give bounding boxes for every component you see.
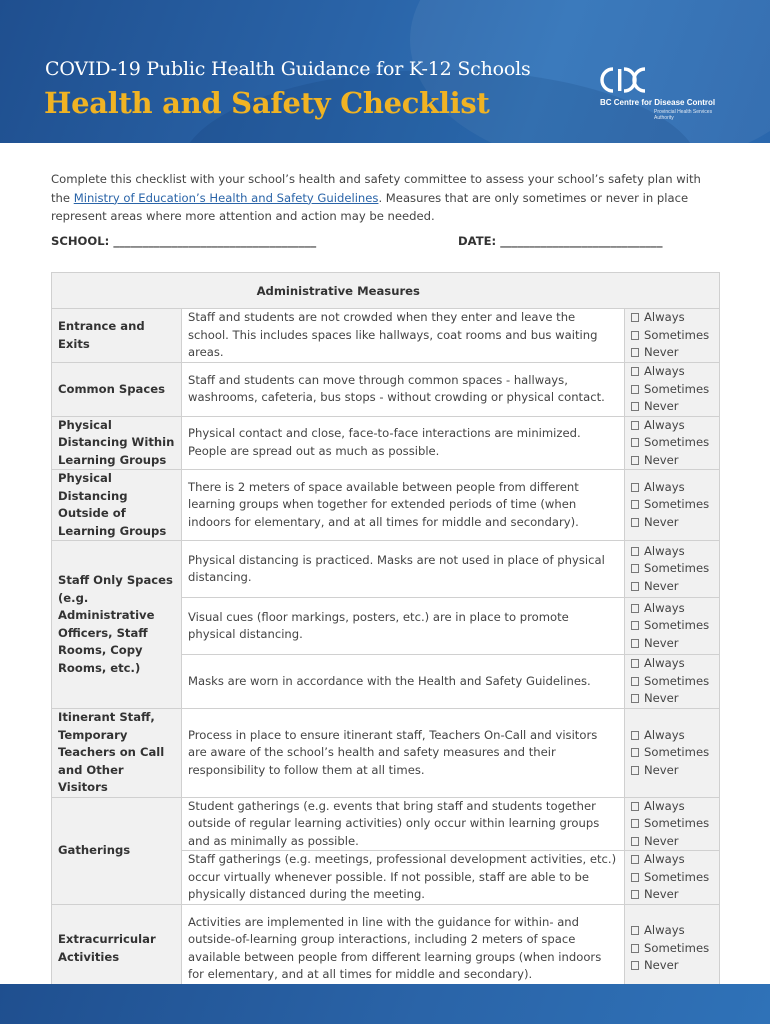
- checkbox-icon: [631, 659, 639, 668]
- option-label: Never: [644, 514, 679, 529]
- checkbox-icon: [631, 547, 639, 556]
- options-cell: [625, 797, 720, 851]
- checkbox-icon: [631, 438, 639, 447]
- checkbox-icon: [631, 331, 639, 340]
- option-label: Sometimes: [644, 381, 710, 396]
- checkbox-icon: [631, 621, 639, 630]
- date-field[interactable]: DATE: ____________________________: [458, 234, 663, 248]
- checkbox-icon: [631, 677, 639, 686]
- document-subtitle: COVID-19 Public Health Guidance for K-12 Schools: [45, 58, 531, 80]
- guidelines-link[interactable]: Ministry of Education’s Health and Safety Guidelines: [73, 190, 379, 205]
- measure-cell: There is 2 meters of space available between people from different learning groups when together for extended periods of time (when indoors for elementary, and at all times for middle and secondary).: [182, 470, 625, 541]
- category-cell: Physical Distancing Outside of Learning Groups: [52, 470, 182, 541]
- header-banner: [0, 0, 770, 143]
- option-sometimes[interactable]: [631, 560, 713, 578]
- category-cell: Itinerant Staff, Temporary Teachers on Call and Other Visitors: [52, 709, 182, 798]
- option-label: Always: [644, 479, 685, 494]
- option-label: Sometimes: [644, 673, 710, 688]
- option-always[interactable]: [631, 727, 713, 745]
- option-sometimes[interactable]: [631, 434, 713, 452]
- option-never[interactable]: [631, 344, 713, 362]
- option-sometimes[interactable]: [631, 940, 713, 958]
- logo-organization-name: BC Centre for Disease Control: [600, 98, 716, 107]
- option-label: Always: [644, 798, 685, 813]
- category-cell: Gatherings: [52, 797, 182, 905]
- checkbox-icon: [631, 500, 639, 509]
- option-always[interactable]: [631, 417, 713, 435]
- bccdc-logo: [600, 66, 730, 121]
- checkbox-icon: [631, 402, 639, 411]
- option-always[interactable]: [631, 922, 713, 940]
- checkbox-icon: [631, 456, 639, 465]
- checkbox-icon: [631, 926, 639, 935]
- checkbox-icon: [631, 961, 639, 970]
- table-row: [52, 363, 720, 417]
- option-label: Never: [644, 887, 679, 902]
- checkbox-icon: [631, 731, 639, 740]
- options-cell: [625, 541, 720, 598]
- table-row: [52, 797, 720, 851]
- document-title: Health and Safety Checklist: [44, 86, 490, 120]
- option-never[interactable]: [631, 762, 713, 780]
- school-field[interactable]: SCHOOL: ___________________________________: [51, 234, 317, 248]
- option-always[interactable]: [631, 309, 713, 327]
- option-label: Always: [644, 656, 685, 671]
- measure-cell: Activities are implemented in line with the guidance for within- and outside-of-learning group interactions, including 2 meters of space available between people from different learning groups (when indoors for elementary, and at all times for middle and secondary).: [182, 905, 625, 993]
- option-label: Sometimes: [644, 497, 710, 512]
- checkbox-icon: [631, 802, 639, 811]
- options-cell: [625, 309, 720, 363]
- category-cell: Extracurricular Activities: [52, 905, 182, 993]
- measure-cell: Visual cues (floor markings, posters, etc.) are in place to promote physical distancing.: [182, 598, 625, 655]
- option-sometimes[interactable]: [631, 744, 713, 762]
- option-never[interactable]: [631, 398, 713, 416]
- option-label: Always: [644, 923, 685, 938]
- option-never[interactable]: [631, 514, 713, 532]
- checkbox-icon: [631, 483, 639, 492]
- option-never[interactable]: [631, 635, 713, 653]
- option-label: Sometimes: [644, 561, 710, 576]
- option-always[interactable]: [631, 479, 713, 497]
- checkbox-icon: [631, 313, 639, 322]
- checkbox-icon: [631, 385, 639, 394]
- table-row: [52, 709, 720, 798]
- option-label: Always: [644, 364, 685, 378]
- footer-banner: [0, 984, 770, 1024]
- options-cell: [625, 363, 720, 417]
- checkbox-icon: [631, 944, 639, 953]
- checkbox-icon: [631, 873, 639, 882]
- option-never[interactable]: [631, 578, 713, 596]
- option-label: Sometimes: [644, 327, 710, 342]
- option-never[interactable]: [631, 833, 713, 851]
- table-row: [52, 470, 720, 541]
- category-cell: Entrance and Exits: [52, 309, 182, 363]
- measure-cell: Staff and students are not crowded when they enter and leave the school. This includes spaces like hallways, coat rooms and bus waiting areas.: [182, 309, 625, 363]
- category-cell: Staff Only Spaces (e.g. Administrative Officers, Staff Rooms, Copy Rooms, etc.): [52, 541, 182, 709]
- option-always[interactable]: [631, 543, 713, 561]
- checkbox-icon: [631, 348, 639, 357]
- option-always[interactable]: [631, 600, 713, 618]
- measure-cell: Staff gatherings (e.g. meetings, professional development activities, etc.) occur virtually whenever possible. If not possible, staff are able to be physically distanced during the meeting.: [182, 851, 625, 905]
- measure-cell: Physical distancing is practiced. Masks are not used in place of physical distancing.: [182, 541, 625, 598]
- checkbox-icon: [631, 837, 639, 846]
- option-label: Always: [644, 543, 685, 558]
- checklist-table: [51, 272, 720, 993]
- checkbox-icon: [631, 421, 639, 430]
- option-never[interactable]: [631, 690, 713, 708]
- options-cell: [625, 470, 720, 541]
- option-sometimes[interactable]: [631, 869, 713, 887]
- option-label: Always: [644, 727, 685, 742]
- bccdc-logo-icon: [600, 66, 650, 94]
- option-label: Never: [644, 399, 679, 413]
- option-label: Always: [644, 417, 685, 432]
- option-label: Never: [644, 833, 679, 848]
- table-row: [52, 416, 720, 470]
- checkbox-icon: [631, 564, 639, 573]
- options-cell: [625, 416, 720, 470]
- option-sometimes[interactable]: [631, 327, 713, 345]
- section-header-spacer: [625, 273, 720, 309]
- option-label: Never: [644, 762, 679, 777]
- intro-text-2: . Measures that are only sometimes or never in place represent areas where more attention and action may be needed.: [51, 190, 689, 223]
- option-label: Never: [644, 578, 679, 593]
- option-label: Always: [644, 310, 685, 325]
- option-label: Always: [644, 852, 685, 867]
- checkbox-icon: [631, 604, 639, 613]
- category-cell: Physical Distancing Within Learning Groups: [52, 416, 182, 470]
- checkbox-icon: [631, 518, 639, 527]
- checkbox-icon: [631, 855, 639, 864]
- checkbox-icon: [631, 819, 639, 828]
- option-label: Never: [644, 958, 679, 973]
- option-always[interactable]: [631, 851, 713, 869]
- option-sometimes[interactable]: [631, 381, 713, 399]
- options-cell: [625, 655, 720, 709]
- category-cell: Common Spaces: [52, 363, 182, 417]
- option-never[interactable]: [631, 452, 713, 470]
- option-label: Never: [644, 635, 679, 650]
- options-cell: [625, 598, 720, 655]
- measure-cell: Physical contact and close, face-to-face interactions are minimized. People are spread out as much as possible.: [182, 416, 625, 470]
- checkbox-icon: [631, 582, 639, 591]
- checkbox-icon: [631, 639, 639, 648]
- option-label: Sometimes: [644, 940, 710, 955]
- table-row: [52, 905, 720, 993]
- table-row: [52, 309, 720, 363]
- option-label: Sometimes: [644, 816, 710, 830]
- measure-cell: Student gatherings (e.g. events that bring staff and students together outside of regular learning activities) only occur within learning groups and as minimally as possible.: [182, 797, 625, 851]
- section-header-row: [52, 273, 720, 309]
- option-label: Never: [644, 345, 679, 360]
- option-label: Sometimes: [644, 745, 710, 759]
- measure-cell: Masks are worn in accordance with the Health and Safety Guidelines.: [182, 655, 625, 709]
- option-never[interactable]: [631, 957, 713, 975]
- logo-organization-subtext: Provincial Health Services Authority: [654, 109, 713, 121]
- option-sometimes[interactable]: [631, 815, 713, 833]
- option-never[interactable]: [631, 886, 713, 904]
- option-sometimes[interactable]: [631, 496, 713, 514]
- checkbox-icon: [631, 890, 639, 899]
- options-cell: [625, 851, 720, 905]
- checkbox-icon: [631, 748, 639, 757]
- measure-cell: Staff and students can move through common spaces - hallways, washrooms, cafeteria, bus stops - without crowding or physical contact.: [182, 363, 625, 417]
- option-label: Sometimes: [644, 618, 710, 633]
- intro-paragraph: [51, 170, 711, 226]
- option-always[interactable]: [631, 655, 713, 673]
- checkbox-icon: [631, 694, 639, 703]
- option-sometimes[interactable]: [631, 673, 713, 691]
- option-label: Always: [644, 600, 685, 615]
- section-title: Administrative Measures: [52, 273, 625, 309]
- options-cell: [625, 709, 720, 798]
- option-label: Never: [644, 452, 679, 467]
- option-always[interactable]: [631, 798, 713, 816]
- option-sometimes[interactable]: [631, 617, 713, 635]
- measure-cell: Process in place to ensure itinerant staff, Teachers On-Call and visitors are aware of the school’s health and safety measures and their responsibility to follow them at all times.: [182, 709, 625, 798]
- options-cell: [625, 905, 720, 993]
- option-label: Sometimes: [644, 435, 710, 449]
- option-label: Never: [644, 691, 679, 706]
- option-label: Sometimes: [644, 869, 710, 884]
- checkbox-icon: [631, 766, 639, 775]
- table-row: [52, 541, 720, 598]
- intro-text-1: Complete this checklist with your school’s health and safety committee to assess your school’s safety plan with the: [51, 172, 701, 205]
- checkbox-icon: [631, 367, 639, 376]
- option-always[interactable]: [631, 363, 713, 381]
